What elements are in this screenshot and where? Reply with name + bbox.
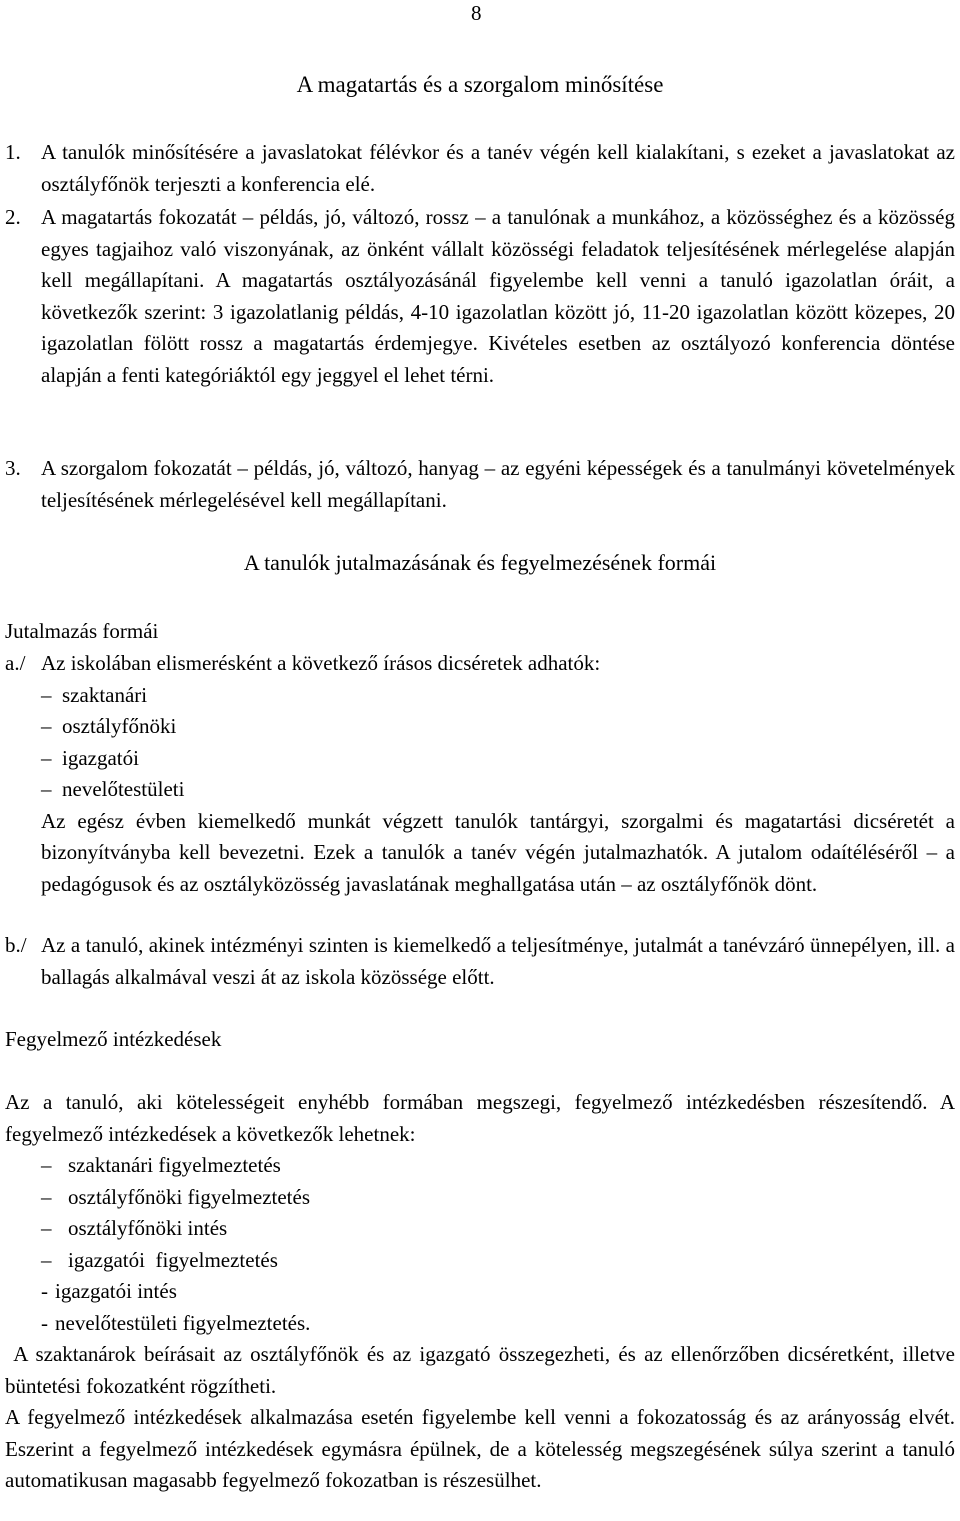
list-item: [41, 1182, 955, 1214]
paragraph-text: A szorgalom fokozatát – példás, jó, változó, hanyag – az egyéni képességek és a tanulmányi követelmények teljesítésének mérlegelésével kell megállapítani.: [41, 456, 955, 512]
list-item: [41, 1150, 955, 1182]
list-item: [41, 774, 955, 806]
reward-item-b: [5, 930, 955, 993]
list-item-text: osztályfőnöki: [62, 714, 177, 738]
numbered-paragraph-2: [5, 202, 955, 391]
item-body: [41, 648, 955, 900]
list-item-text: igazgatói figyelmeztetés: [68, 1247, 278, 1272]
discipline-heading: Fegyelmező intézkedések: [5, 1027, 222, 1051]
list-item-text: igazgatói: [62, 745, 139, 770]
reward-item-a: [5, 648, 955, 900]
rewards-discipline-title: A tanulók jutalmazásának és fegyelmezésének formái: [243, 550, 717, 575]
dash-marker: –: [41, 1247, 52, 1272]
discipline-paragraph-2: A fegyelmező intézkedések alkalmazása esetén figyelembe kell venni a fokozatosság és az arányosság elvét. Eszerint a fegyelmező intézkedések egymásra épülnek, de a kötelesség megszegésének súlya szerint a tanuló automatikusan magasabb fegyelmező fokozatban is részesülhet.: [5, 1405, 955, 1492]
hyphen-marker: -: [41, 1279, 48, 1303]
hyphen-marker: -: [41, 1310, 48, 1335]
item-label: a./: [5, 651, 26, 675]
list-item-text: szaktanári: [62, 682, 148, 707]
list-item: [41, 680, 955, 712]
paragraph-number: 3.: [5, 456, 21, 480]
rewards-heading: Jutalmazás formái: [5, 619, 159, 643]
list-item: [41, 743, 955, 775]
list-item: [41, 1245, 955, 1277]
item-text: Az a tanuló, akinek intézményi szinten is kiemelkedő a teljesítménye, jutalmát a tanévzáró ünnepélyen, ill. a ballagás alkalmával veszi át az iskola közössége előtt.: [41, 933, 955, 989]
numbered-paragraph-3: [5, 453, 955, 516]
item-label: b./: [5, 933, 27, 957]
discipline-intro: Az a tanuló, aki kötelességeit enyhébb formában megszegi, fegyelmező intézkedésben részesítendő. A fegyelmező intézkedések a következők lehetnek:: [5, 1090, 955, 1146]
list-item: [41, 711, 955, 743]
list-item-text: osztályfőnöki intés: [68, 1216, 228, 1240]
list-item: [41, 1213, 955, 1245]
dash-marker: –: [41, 714, 52, 738]
list-item-text: osztályfőnöki figyelmeztetés: [68, 1184, 311, 1209]
list-item-text: nevelőtestületi: [62, 777, 185, 801]
item-paragraph: Az egész évben kiemelkedő munkát végzett tanulók tantárgyi, szorgalmi és magatartási dicséretét a bizonyítványba kell bevezetni. Ezek a tanulók a tanév végén jutalmazhatók. A jutalom odaítéléséről – a pedagógusok és az osztályközösség javaslatának meghallgatása után – az osztályfőnök dönt.: [41, 808, 955, 896]
list-item: [41, 1308, 955, 1340]
dash-marker: –: [41, 1216, 52, 1240]
praise-list: [41, 680, 955, 806]
discipline-measures-list: [41, 1150, 955, 1339]
paragraph-number: 2.: [5, 205, 21, 229]
numbered-paragraph-1: [5, 137, 955, 200]
dash-marker: –: [41, 682, 52, 707]
section-title: A magatartás és a szorgalom minősítése: [296, 72, 664, 97]
paragraph-text: A magatartás fokozatát – példás, jó, változó, rossz – a tanulónak a munkához, a közösséghez és a közösség egyes tagjaihoz való viszonyának, az önként vállalt közösségi feladatok teljesítésének mérlegelése alapján kell megállapítani. A magatartás osztályozásánál figyelembe kell venni a tanuló igazolatlan óráit, a következők szerint: 3 igazolatlanig példás, 4-10 igazolatlan között jó, 11-20 igazolatlan között közepes, 20 igazolatlan fölött rossz a magatartás érdemjegye. Kivételes esetben az osztályozó konferencia döntése alapján a fenti kategóriáktól egy jeggyel el lehet térni.: [41, 205, 955, 387]
dash-marker: –: [41, 777, 52, 801]
dash-marker: –: [41, 745, 52, 770]
dash-marker: –: [41, 1153, 52, 1177]
list-item-text: nevelőtestületi figyelmeztetés.: [55, 1310, 311, 1335]
discipline-block: [5, 1087, 960, 1497]
dash-marker: –: [41, 1184, 52, 1209]
list-item-text: igazgatói intés: [55, 1279, 177, 1303]
page-number: 8: [471, 1, 482, 25]
paragraph-number: 1.: [5, 140, 21, 164]
item-intro: Az iskolában elismerésként a következő írásos dicséretek adhatók:: [41, 651, 601, 675]
list-item: [41, 1276, 955, 1308]
discipline-paragraph-1: A szaktanárok beírásait az osztályfőnök és az igazgató összegezheti, és az ellenőrzőben dicséretként, illetve büntetési fokozatként rögzítheti.: [5, 1342, 960, 1398]
list-item-text: szaktanári figyelmeztetés: [68, 1153, 281, 1177]
paragraph-text: A tanulók minősítésére a javaslatokat félévkor és a tanév végén kell kialakítani, s ezeket a javaslatokat az osztályfőnök terjeszti a konferencia elé.: [41, 140, 955, 196]
